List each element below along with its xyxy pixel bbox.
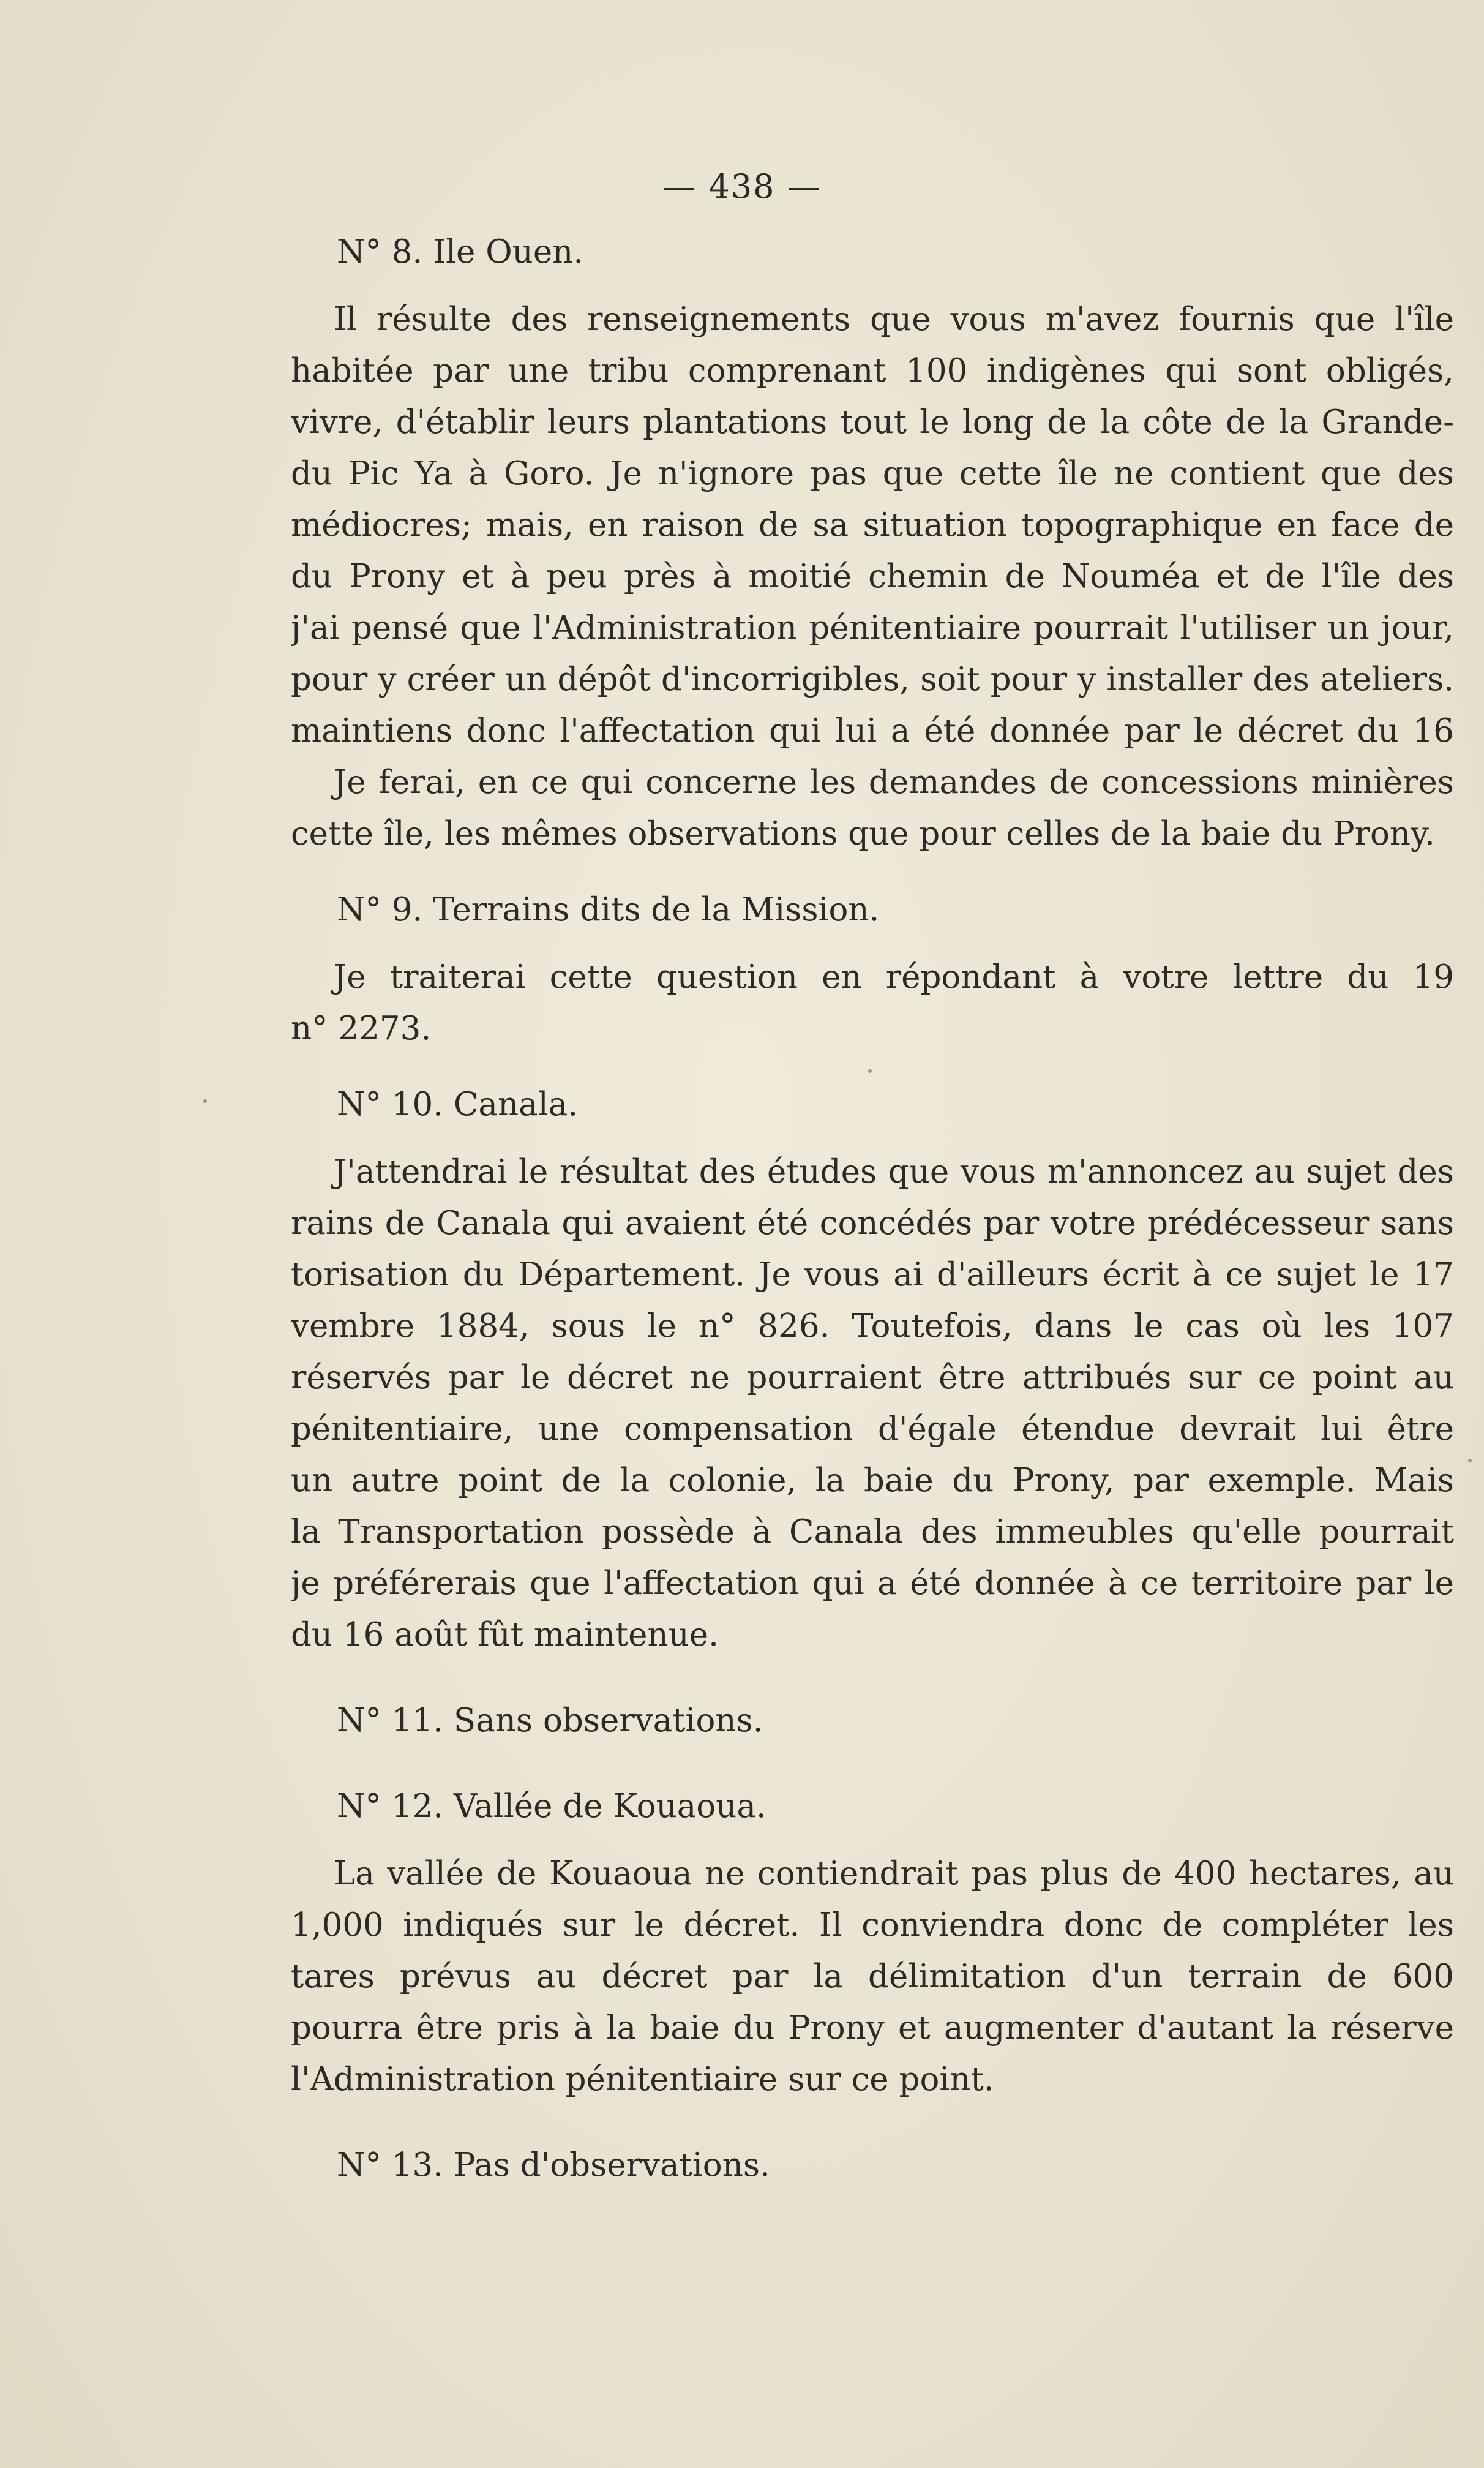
text-line: rains de Canala qui avaient été concédés par votre prédécesseur sans [291,1205,1454,1242]
text-line: maintiens donc l'affectation qui lui a été donnée par le décret du 16 [291,712,1454,750]
text-line: 1,000 indiqués sur le décret. Il conviendra donc de compléter les [291,1906,1454,1944]
paragraph [291,1146,1454,1661]
text-line: La vallée de Kouaoua ne contiendrait pas plus de 400 hectares, au [334,1855,1454,1892]
text-line: pénitentiaire, une compensation d'égale étendue devrait lui être [291,1410,1454,1448]
text-line: J'attendrai le résultat des études que vous m'annoncez au sujet des [334,1153,1454,1191]
text-line: pourra être pris à la baie du Prony et augmenter d'autant la réserve [291,2009,1454,2047]
section-heading: N° 9. Terrains dits de la Mission. [337,891,880,928]
text-line: cette île, les mêmes observations que pour celles de la baie du Prony. [291,815,1435,852]
page-body [291,227,1454,2191]
text-line: Je traiterai cette question en répondant à votre lettre du 19 [334,958,1454,996]
paper-speck [1468,1459,1472,1462]
text-line: Il résulte des renseignements que vous m'avez fournis que l'île [334,301,1454,338]
section-heading: N° 8. Ile Ouen. [337,233,584,271]
text-line: n° 2273. [291,1010,432,1047]
text-line: médiocres; mais, en raison de sa situation topographique en face de [291,506,1454,544]
section-heading: N° 10. Canala. [337,1086,579,1123]
section-heading: N° 12. Vallée de Kouaoua. [337,1788,766,1825]
text-line: tares prévus au décret par la délimitation d'un terrain de 600 [291,1958,1454,1995]
text-line: vembre 1884, sous le n° 826. Toutefois, dans le cas où les 107 [291,1307,1454,1345]
paper-speck [203,1099,207,1103]
text-line: du 16 août fût maintenue. [291,1616,719,1653]
text-line: du Pic Ya à Goro. Je n'ignore pas que cette île ne contient que des [291,455,1454,492]
text-line: vivre, d'établir leurs plantations tout le long de la côte de la Grande- [291,404,1454,441]
text-line: la Transportation possède à Canala des immeubles qu'elle pourrait [291,1513,1454,1551]
text-line: je préférerais que l'affectation qui a été donnée à ce territoire par le [291,1565,1454,1602]
paragraph [291,1848,1454,2105]
text-line: un autre point de la colonie, la baie du Prony, par exemple. Mais [291,1462,1454,1499]
page-number: — 438 — [662,167,822,206]
paragraph [291,952,1454,1055]
paragraph [291,757,1454,860]
section-heading: N° 13. Pas d'observations. [337,2146,770,2184]
text-line: habitée par une tribu comprenant 100 indigènes qui sont obligés, [291,352,1454,389]
text-line: pour y créer un dépôt d'incorrigibles, soit pour y installer des ateliers. [291,661,1454,698]
text-line: réservés par le décret ne pourraient être attribués sur ce point au [291,1359,1454,1396]
text-line: l'Administration pénitentiaire sur ce point. [291,2061,994,2098]
text-line: Je ferai, en ce qui concerne les demandes de concessions minières [334,764,1454,801]
text-line: j'ai pensé que l'Administration pénitentiaire pourrait l'utiliser un jour, [291,609,1454,647]
paragraph [291,294,1454,757]
section-heading: N° 11. Sans observations. [337,1702,763,1739]
text-line: torisation du Département. Je vous ai d'ailleurs écrit à ce sujet le 17 [291,1256,1454,1293]
paper-speck [868,1069,872,1073]
text-line: du Prony et à peu près à moitié chemin de Nouméa et de l'île des [291,558,1454,595]
